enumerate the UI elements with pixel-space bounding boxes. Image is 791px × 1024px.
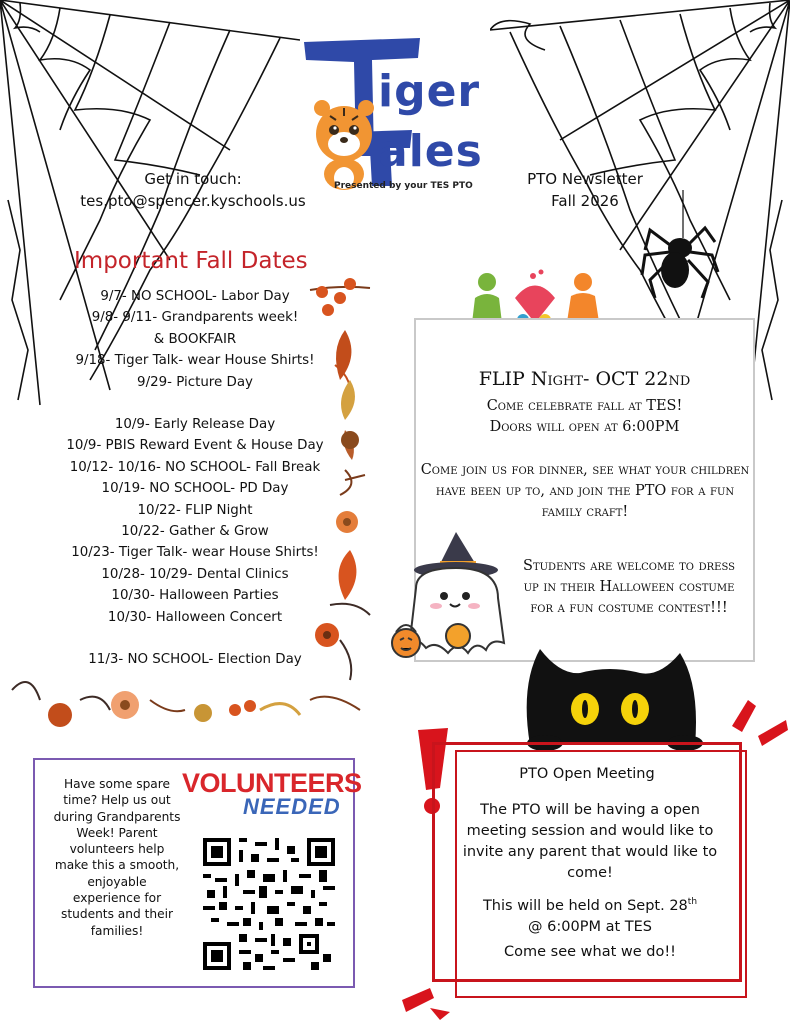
- flip-line2: Doors will open at 6:00PM: [489, 419, 680, 435]
- newsletter-block: [505, 168, 665, 212]
- logo-subtitle: Presented by your TES PTO: [334, 181, 473, 191]
- meeting-para1: The PTO will be having a open meeting session and would like to invite any parent that would like to come!: [462, 802, 718, 881]
- date-item: 10/22- FLIP Night: [137, 502, 253, 518]
- date-item: 10/22- Gather & Grow: [121, 524, 269, 540]
- date-item: 10/30- Halloween Parties: [111, 588, 279, 604]
- qr-code-icon[interactable]: [203, 838, 335, 970]
- meeting-date-suffix: th: [687, 897, 698, 907]
- date-item: 10/9- Early Release Day: [114, 417, 276, 433]
- logo-word-iger: iger: [378, 66, 481, 117]
- date-item: 9/7- NO SCHOOL- Labor Day: [100, 289, 290, 304]
- flip-para2: Come join us for dinner, see what your children have been up to, and join the PTO for a fun family craft!: [420, 462, 750, 520]
- contact-block: [80, 168, 306, 212]
- ghost-witch-icon: [386, 528, 526, 663]
- date-item: & BOOKFAIR: [153, 331, 237, 347]
- date-item: 9/29- Picture Day: [137, 374, 253, 390]
- flip-para3: Students are welcome to dress up in their Halloween costume for a fun costume contest!!!: [523, 558, 735, 616]
- dates-title: Important Fall Dates: [74, 248, 308, 274]
- meeting-date: This will be held on Sept. 28: [482, 897, 688, 914]
- date-item: 11/3- NO SCHOOL- Election Day: [88, 652, 302, 668]
- flip-title: FLIP Night- OCT 22nd: [478, 368, 691, 390]
- contact-label: Get in touch:: [144, 170, 242, 188]
- newsletter-season: Fall 2026: [551, 192, 619, 210]
- date-item: 9/8- 9/11- Grandparents week!: [91, 310, 299, 326]
- date-item: 10/30- Halloween Concert: [107, 609, 283, 625]
- black-cat-icon: [510, 645, 710, 750]
- volunteer-needed: NEEDED: [243, 794, 341, 819]
- date-item: 10/12- 10/16- NO SCHOOL- Fall Break: [69, 459, 321, 475]
- meeting-time: @ 6:00PM at TES: [528, 918, 652, 935]
- date-item: 10/9- PBIS Reward Event & House Day: [66, 438, 324, 454]
- date-item: 9/18- Tiger Talk- wear House Shirts!: [75, 353, 315, 369]
- newsletter-title: PTO Newsletter: [527, 170, 643, 188]
- autumn-leaves-border-icon: [0, 270, 380, 740]
- date-item: 10/19- NO SCHOOL- PD Day: [101, 481, 289, 497]
- flip-intro: [414, 396, 755, 438]
- meeting-para2: [455, 892, 725, 938]
- meeting-title: PTO Open Meeting: [519, 766, 655, 782]
- meeting-para3: Come see what we do!!: [504, 944, 676, 960]
- red-accent-icon: [400, 982, 460, 1022]
- date-item: 10/23- Tiger Talk- wear House Shirts!: [71, 545, 319, 561]
- contact-email[interactable]: tes.pto@spencer.kyschools.us: [80, 192, 306, 210]
- logo-word-ales: ales: [378, 126, 483, 177]
- date-item: 10/28- 10/29- Dental Clinics: [101, 566, 289, 582]
- volunteer-text: Have some spare time? Help us out during Grandparents Week! Parent volunteers help make this a smooth, enjoyable experience for students and their families!: [53, 777, 181, 938]
- volunteer-title: VOLUNTEERS: [182, 768, 362, 798]
- flip-line1: Come celebrate fall at TES!: [486, 398, 683, 414]
